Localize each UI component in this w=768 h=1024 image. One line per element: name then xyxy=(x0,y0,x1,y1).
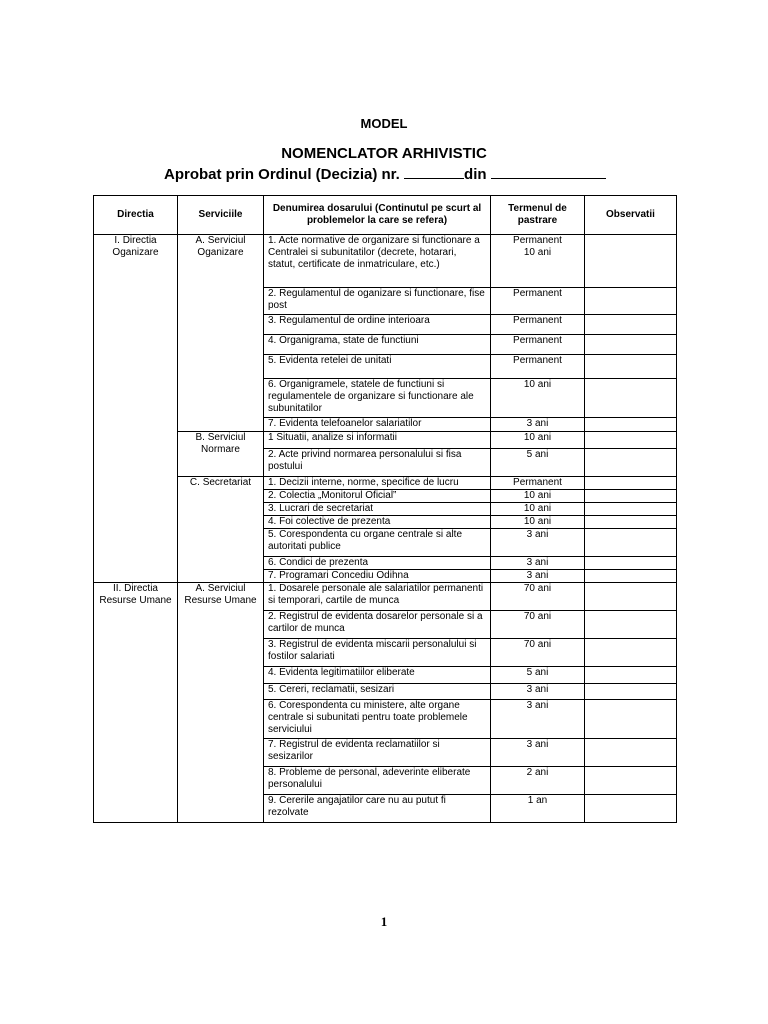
col-header-termenul: Termenul de pastrare xyxy=(491,196,585,235)
denumire-cell: 6. Organigramele, statele de functiuni si regulamentele de organizare si functionare ale subunitatilor xyxy=(264,379,491,418)
denumire-cell: 6. Condici de prezenta xyxy=(264,557,491,570)
termen-cell: 70 ani xyxy=(491,611,585,639)
table-row xyxy=(94,432,677,449)
observatii-cell xyxy=(585,355,677,379)
observatii-cell xyxy=(585,418,677,432)
col-header-serviciile: Serviciile xyxy=(178,196,264,235)
order-number-blank[interactable] xyxy=(404,164,464,179)
observatii-cell xyxy=(585,684,677,700)
observatii-cell xyxy=(585,490,677,503)
denumire-cell: 5. Cereri, reclamatii, sesizari xyxy=(264,684,491,700)
termen-cell: 10 ani xyxy=(491,503,585,516)
col-header-denumirea: Denumirea dosarului (Continutul pe scurt al problemelor la care se refera) xyxy=(264,196,491,235)
denumire-cell: 7. Evidenta telefoanelor salariatilor xyxy=(264,418,491,432)
denumire-cell: 3. Regulamentul de ordine interioara xyxy=(264,315,491,335)
denumire-cell: 3. Registrul de evidenta miscarii personalului si fostilor salariati xyxy=(264,639,491,667)
termen-cell: 10 ani xyxy=(491,379,585,418)
observatii-cell xyxy=(585,557,677,570)
observatii-cell xyxy=(585,583,677,611)
approval-din: din xyxy=(464,166,487,183)
denumire-cell: 4. Foi colective de prezenta xyxy=(264,516,491,529)
denumire-cell: 8. Probleme de personal, adeverinte eliberate personalului xyxy=(264,767,491,795)
approval-line xyxy=(164,164,606,183)
observatii-cell xyxy=(585,335,677,355)
table-row xyxy=(94,235,677,288)
observatii-cell xyxy=(585,432,677,449)
termen-cell: 3 ani xyxy=(491,570,585,583)
col-header-directia: Directia xyxy=(94,196,178,235)
termen-cell: 2 ani xyxy=(491,767,585,795)
termen-cell: 3 ani xyxy=(491,684,585,700)
denumire-cell: 6. Corespondenta cu ministere, alte organe centrale si subunitati pentru toate problemele serviciului xyxy=(264,700,491,739)
termen-cell: 70 ani xyxy=(491,639,585,667)
termen-cell: 3 ani xyxy=(491,418,585,432)
denumire-cell: 1. Decizii interne, norme, specifice de lucru xyxy=(264,477,491,490)
observatii-cell xyxy=(585,529,677,557)
observatii-cell xyxy=(585,611,677,639)
termen-cell: 1 an xyxy=(491,795,585,823)
termen-cell: Permanent xyxy=(491,477,585,490)
termen-cell: Permanent 10 ani xyxy=(491,235,585,288)
termen-cell: 3 ani xyxy=(491,700,585,739)
termen-cell: Permanent xyxy=(491,355,585,379)
serviciu-cell: B. Serviciul Normare xyxy=(178,432,264,477)
serviciu-cell: C. Secretariat xyxy=(178,477,264,583)
termen-cell: 3 ani xyxy=(491,739,585,767)
nomenclator-table xyxy=(93,195,677,823)
serviciu-cell: A. Serviciul Oganizare xyxy=(178,235,264,432)
denumire-cell: 7. Programari Concediu Odihna xyxy=(264,570,491,583)
denumire-cell: 9. Cererile angajatilor care nu au putut fi rezolvate xyxy=(264,795,491,823)
observatii-cell xyxy=(585,667,677,684)
table-row xyxy=(94,477,677,490)
approval-text: Aprobat prin Ordinul (Decizia) nr. xyxy=(164,166,400,183)
termen-cell: 10 ani xyxy=(491,516,585,529)
termen-cell: 5 ani xyxy=(491,667,585,684)
observatii-cell xyxy=(585,315,677,335)
termen-cell: Permanent xyxy=(491,315,585,335)
denumire-cell: 2. Acte privind normarea personalului si fisa postului xyxy=(264,449,491,477)
observatii-cell xyxy=(585,767,677,795)
observatii-cell xyxy=(585,477,677,490)
termen-cell: 3 ani xyxy=(491,557,585,570)
denumire-cell: 2. Registrul de evidenta dosarelor personale si a cartilor de munca xyxy=(264,611,491,639)
table-header-row xyxy=(94,196,677,235)
observatii-cell xyxy=(585,639,677,667)
denumire-cell: 1. Acte normative de organizare si functionare a Centralei si subunitatilor (decrete, hotarari, statut, certificate de inmatriculare, etc.) xyxy=(264,235,491,288)
col-header-observatii: Observatii xyxy=(585,196,677,235)
observatii-cell xyxy=(585,449,677,477)
termen-cell: 5 ani xyxy=(491,449,585,477)
denumire-cell: 2. Regulamentul de oganizare si functionare, fise post xyxy=(264,288,491,315)
termen-cell: 10 ani xyxy=(491,490,585,503)
page-number: 1 xyxy=(380,914,388,929)
observatii-cell xyxy=(585,739,677,767)
denumire-cell: 1. Dosarele personale ale salariatilor permanenti si temporari, cartile de munca xyxy=(264,583,491,611)
termen-cell: 3 ani xyxy=(491,529,585,557)
denumire-cell: 7. Registrul de evidenta reclamatiilor si sesizarilor xyxy=(264,739,491,767)
denumire-cell: 4. Organigrama, state de functiuni xyxy=(264,335,491,355)
model-label: MODEL xyxy=(360,116,408,131)
denumire-cell: 4. Evidenta legitimatiilor eliberate xyxy=(264,667,491,684)
observatii-cell xyxy=(585,288,677,315)
termen-cell: 10 ani xyxy=(491,432,585,449)
denumire-cell: 5. Corespondenta cu organe centrale si alte autoritati publice xyxy=(264,529,491,557)
observatii-cell xyxy=(585,570,677,583)
observatii-cell xyxy=(585,795,677,823)
observatii-cell xyxy=(585,516,677,529)
denumire-cell: 2. Colectia „Monitorul Oficial” xyxy=(264,490,491,503)
observatii-cell xyxy=(585,503,677,516)
denumire-cell: 5. Evidenta retelei de unitati xyxy=(264,355,491,379)
denumire-cell: 3. Lucrari de secretariat xyxy=(264,503,491,516)
date-blank[interactable] xyxy=(491,164,606,179)
observatii-cell xyxy=(585,235,677,288)
directia-cell: II. Directia Resurse Umane xyxy=(94,583,178,823)
denumire-cell: 1 Situatii, analize si informatii xyxy=(264,432,491,449)
termen-cell: Permanent xyxy=(491,335,585,355)
document-title: NOMENCLATOR ARHIVISTIC xyxy=(281,145,487,162)
termen-cell: Permanent xyxy=(491,288,585,315)
observatii-cell xyxy=(585,379,677,418)
serviciu-cell: A. Serviciul Resurse Umane xyxy=(178,583,264,823)
directia-cell: I. Directia Oganizare xyxy=(94,235,178,583)
termen-cell: 70 ani xyxy=(491,583,585,611)
observatii-cell xyxy=(585,700,677,739)
table-row xyxy=(94,583,677,611)
